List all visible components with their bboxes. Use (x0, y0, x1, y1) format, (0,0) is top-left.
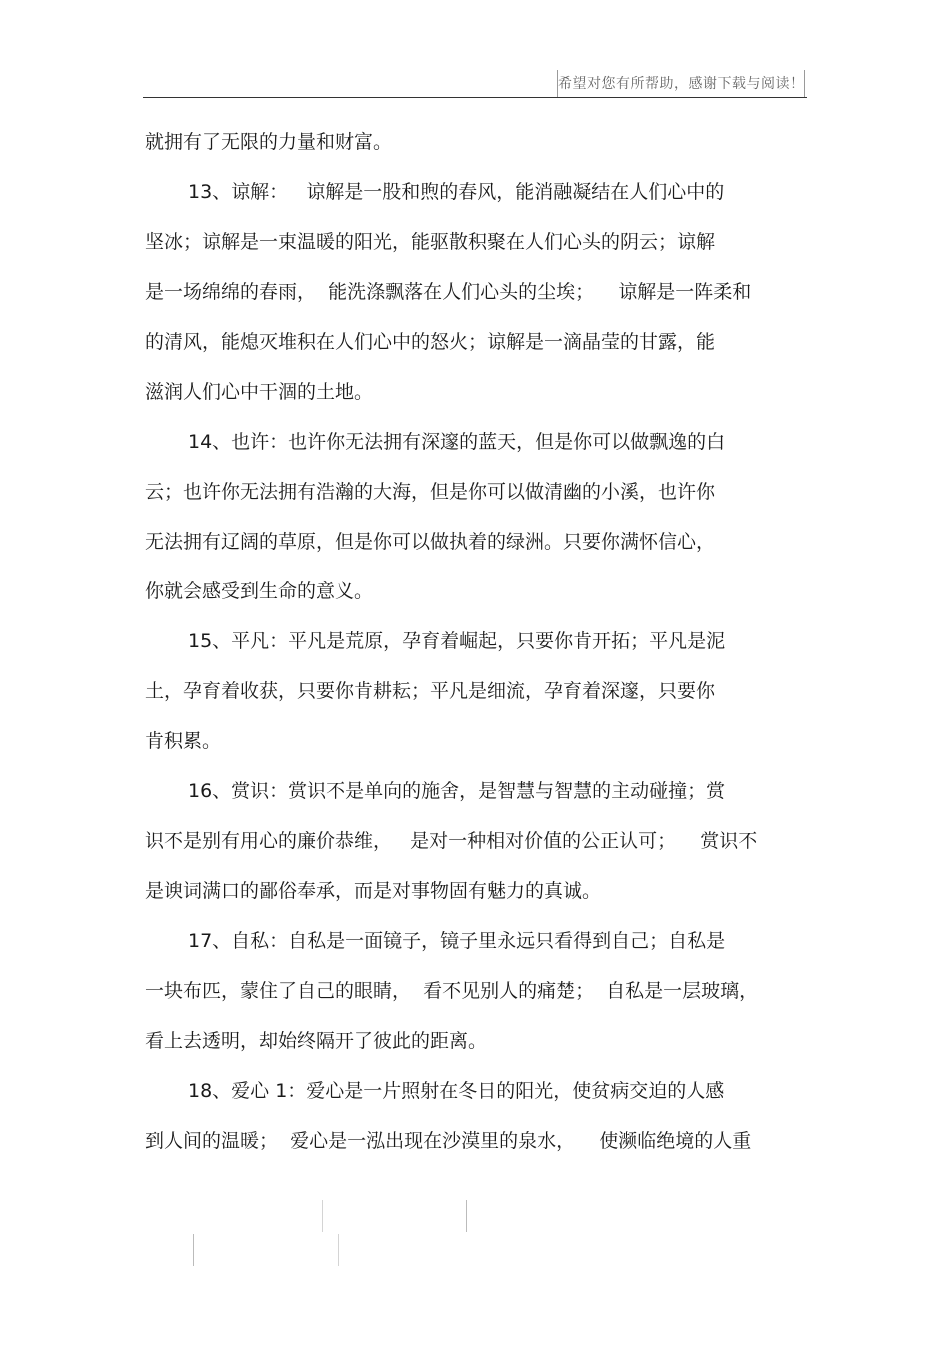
header-rule (143, 97, 807, 98)
text-line: 坚冰；谅解是一束温暖的阳光，能驱散积聚在人们心头的阴云；谅解 (145, 231, 716, 253)
text-line: 13、谅解： 谅解是一股和煦的春风，能消融凝结在人们心中的 (188, 181, 725, 203)
text-line: 看上去透明，却始终隔开了彼此的距离。 (145, 1030, 488, 1052)
scan-artifact-line (193, 1234, 194, 1266)
text-line: 18、爱心 1：爱心是一片照射在冬日的阳光，使贫病交迫的人感 (188, 1080, 725, 1102)
text-line: 14、也许：也许你无法拥有深邃的蓝天，但是你可以做飘逸的白 (188, 431, 726, 453)
text-line: 肯积累。 (145, 730, 222, 752)
text-line: 一块布匹，蒙住了自己的眼睛， 看不见别人的痛楚； 自私是一层玻璃， (145, 980, 759, 1002)
scan-artifact-line (338, 1234, 339, 1266)
text-line: 识不是别有用心的廉价恭维， 是对一种相对价值的公正认可； 赏识不 (145, 830, 758, 852)
text-line: 是一场绵绵的春雨， 能洗涤飘落在人们心头的尘埃； 谅解是一阵柔和 (145, 281, 752, 303)
text-line: 的清风，能熄灭堆积在人们心中的怒火；谅解是一滴晶莹的甘露，能 (145, 331, 716, 353)
text-line: 无法拥有辽阔的草原，但是你可以做执着的绿洲。只要你满怀信心， (145, 531, 716, 553)
text-line: 到人间的温暖； 爱心是一泓出现在沙漠里的泉水， 使濒临绝境的人重 (145, 1130, 752, 1152)
text-line: 是谀词满口的鄙俗奉承，而是对事物固有魅力的真诚。 (145, 880, 602, 902)
text-line: 你就会感受到生命的意义。 (145, 580, 374, 602)
text-line: 就拥有了无限的力量和财富。 (145, 131, 393, 153)
text-line: 17、自私：自私是一面镜子，镜子里永远只看得到自己；自私是 (188, 930, 726, 952)
scan-artifact-line (466, 1200, 467, 1232)
text-line: 滋润人们心中干涸的土地。 (145, 381, 374, 403)
text-line: 云；也许你无法拥有浩瀚的大海，但是你可以做清幽的小溪，也许你 (145, 481, 716, 503)
scan-artifact-line (322, 1200, 323, 1232)
text-line: 土，孕育着收获，只要你肯耕耘；平凡是细流，孕育着深邃，只要你 (145, 680, 716, 702)
header-tagline: 希望对您有所帮助，感谢下载与阅读！ (557, 70, 805, 98)
text-line: 15、平凡：平凡是荒原，孕育着崛起，只要你肯开拓；平凡是泥 (188, 630, 726, 652)
text-line: 16、赏识：赏识不是单向的施舍，是智慧与智慧的主动碰撞；赏 (188, 780, 726, 802)
